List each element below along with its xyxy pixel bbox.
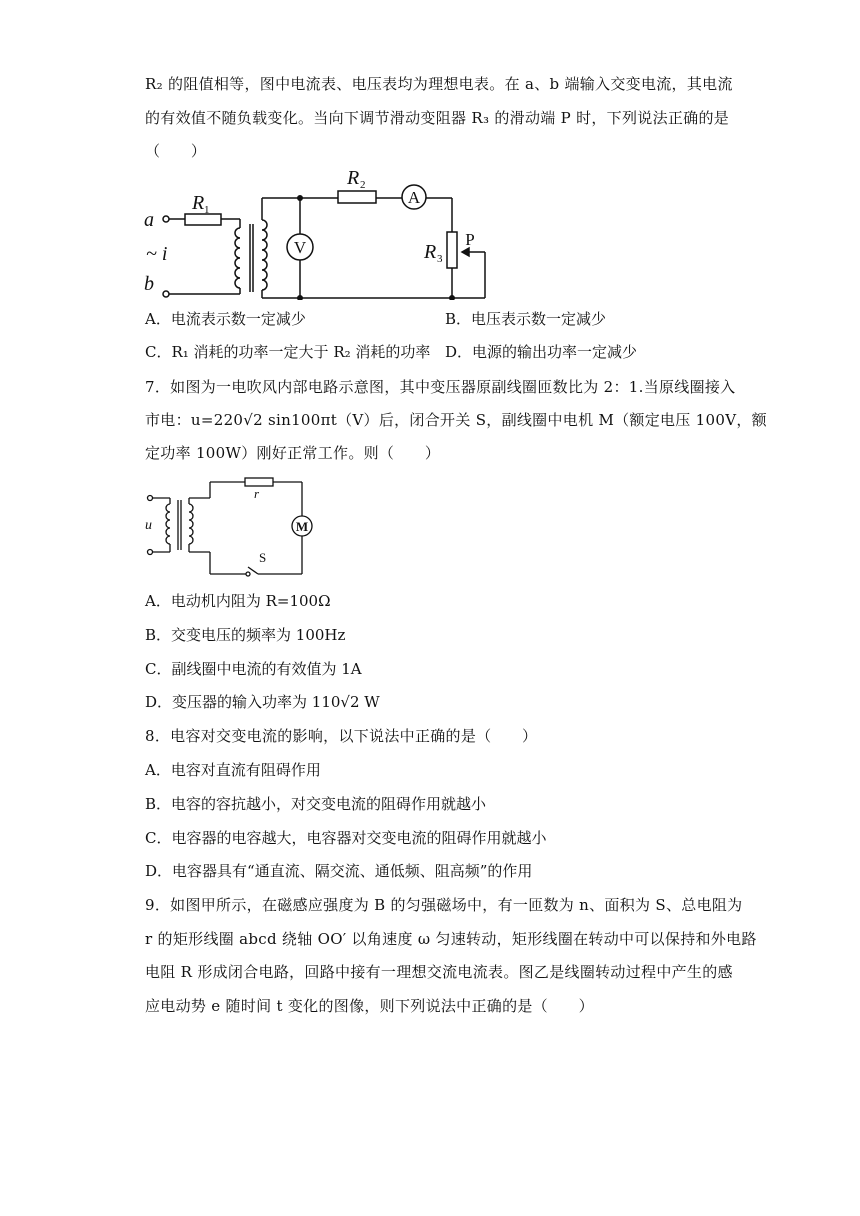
r2-subscript: 2 <box>360 179 366 191</box>
q9-stem-line-2: r 的矩形线圈 abcd 绕轴 OO′ 以角速度 ω 匀速转动，矩形线圈在转动中可以保持和外电路 <box>145 930 757 948</box>
resistor-r <box>245 478 273 486</box>
r2-label: R <box>347 167 360 189</box>
q7-u-label: u <box>145 518 152 533</box>
q8-option-b: B．电容的容抗越小，对交变电流的阻碍作用就越小 <box>145 795 487 813</box>
r2-resistor <box>338 191 376 203</box>
q8-stem: 8．电容对交变电流的影响，以下说法中正确的是（ ） <box>145 727 538 745</box>
q9-stem-line-3: 电阻 R 形成闭合电路，回路中接有一理想交流电流表。图乙是线圈转动过程中产生的感 <box>145 963 733 981</box>
q7-stem-line-3: 定功率 100W）刚好正常工作。则（ ） <box>145 444 441 462</box>
r1-resistor <box>185 214 221 225</box>
terminal-a-label: a <box>144 209 154 231</box>
q7-stem-line-2: 市电：u=220√2 sin100πt（V）后，闭合开关 S，副线圈中电机 M（额定电压 100V，额 <box>145 411 767 429</box>
q9-stem-line-4: 应电动势 e 随时间 t 变化的图像，则下列说法中正确的是（ ） <box>145 997 594 1015</box>
q6-circuit-diagram <box>140 160 500 300</box>
ammeter-label: A <box>407 188 421 207</box>
q6-intro-line-1: R₂ 的阻值相等，图中电流表、电压表均为理想电表。在 a、b 端输入交变电流，其电流 <box>145 75 733 93</box>
r3-rheostat <box>447 232 457 268</box>
voltmeter-label: V <box>293 238 307 257</box>
q6-option-b: B．电压表示数一定减少 <box>445 310 607 328</box>
r3-label: R <box>424 241 437 263</box>
q6-intro-line-3: （ ） <box>145 142 207 160</box>
q7-option-c: C．副线圈中电流的有效值为 1A <box>145 660 362 678</box>
r1-label: R <box>192 192 205 214</box>
q7-option-b: B．交变电压的频率为 100Hz <box>145 626 346 644</box>
q8-option-d: D．电容器具有“通直流、隔交流、通低频、阻高频”的作用 <box>145 862 533 880</box>
q6-intro-line-2: 的有效值不随负载变化。当向下调节滑动变阻器 R₃ 的滑动端 P 时，下列说法正确的是 <box>145 109 730 127</box>
q7-option-d: D．变压器的输入功率为 110√2 W <box>145 693 380 711</box>
q6-option-c: C．R₁ 消耗的功率一定大于 R₂ 消耗的功率 <box>145 343 431 361</box>
q8-option-c: C．电容器的电容越大，电容器对交变电流的阻碍作用就越小 <box>145 829 547 847</box>
q8-option-a: A．电容对直流有阻碍作用 <box>145 761 321 779</box>
r1-subscript: 1 <box>204 204 210 216</box>
q6-option-d: D．电源的输出功率一定减少 <box>445 343 638 361</box>
q9-stem-line-1: 9．如图甲所示，在磁感应强度为 B 的匀强磁场中，有一匝数为 n、面积为 S、总电阻为 <box>145 896 743 914</box>
q7-switch-label: S <box>259 550 267 565</box>
q7-circuit-diagram <box>140 470 320 580</box>
terminal-b-label: b <box>144 273 154 295</box>
q6-option-a: A．电流表示数一定减少 <box>145 310 306 328</box>
r3-subscript: 3 <box>437 253 443 265</box>
slider-label: P <box>465 230 475 249</box>
q7-stem-line-1: 7．如图为一电吹风内部电路示意图，其中变压器原副线圈匝数比为 2：1.当原线圈接入 <box>145 378 736 396</box>
q7-motor-label: M <box>295 519 309 534</box>
source-label: ~ i <box>146 243 168 265</box>
q7-option-a: A．电动机内阻为 R=100Ω <box>145 592 331 610</box>
q7-r-label: r <box>254 486 260 501</box>
